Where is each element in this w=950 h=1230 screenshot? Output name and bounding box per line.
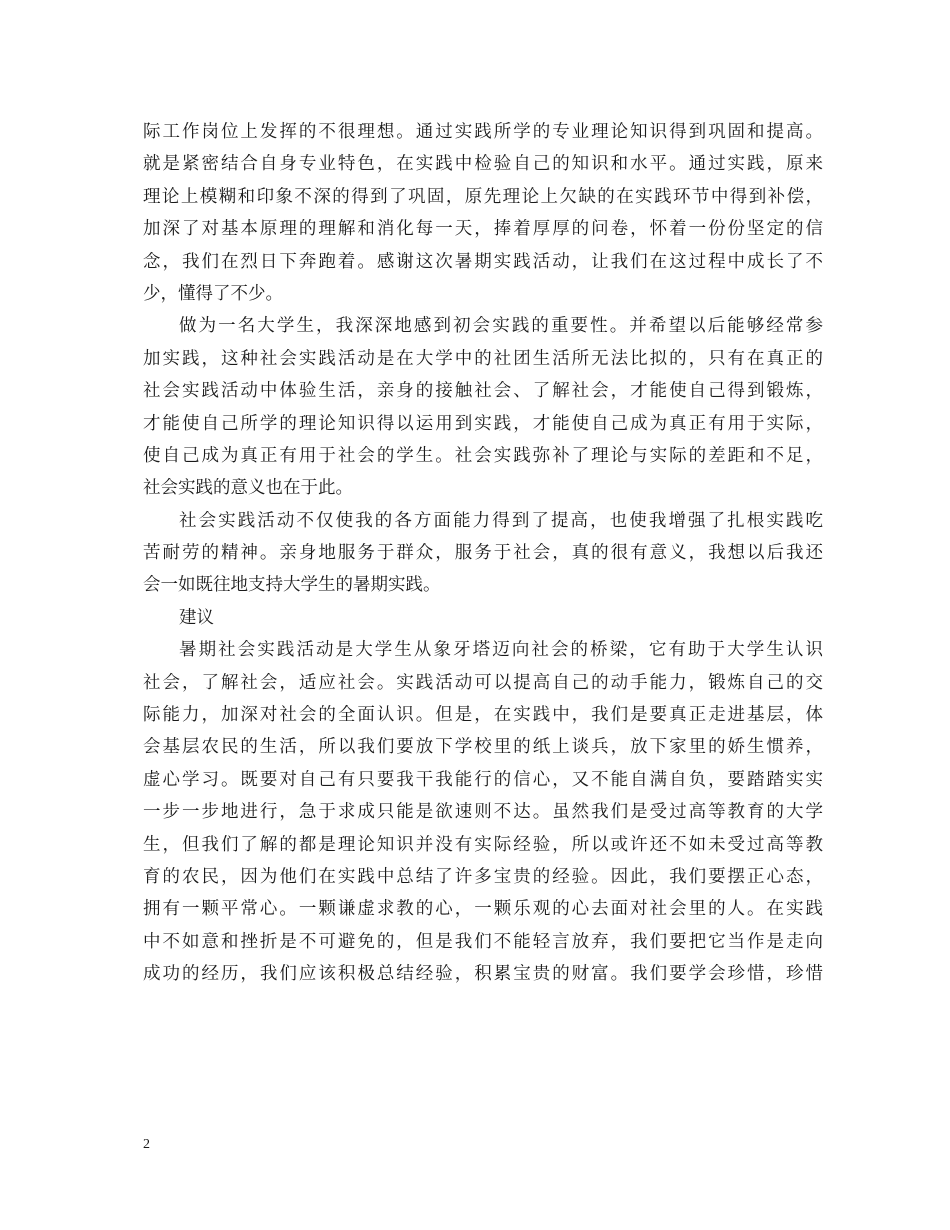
heading-text: 建议 [179, 607, 214, 628]
page-body [143, 116, 823, 991]
text-line: 一步一步地进行，急于求成只能是欲速则不达。虽然我们是受过高等教育的大学 [143, 802, 823, 823]
text-line: 育的农民，因为他们在实践中总结了许多宝贵的经验。因此，我们要摆正心态， [143, 866, 823, 887]
text-line: 念，我们在烈日下奔跑着。感谢这次暑期实践活动，让我们在这过程中成长了不 [143, 251, 823, 272]
text-line: 理论上模糊和印象不深的得到了巩固，原先理论上欠缺的在实践环节中得到补偿， [143, 186, 823, 207]
text-line: 做为一名大学生，我深深地感到初会实践的重要性。并希望以后能够经常参 [179, 316, 823, 337]
text-line: 苦耐劳的精神。亲身地服务于群众，服务于社会，真的很有意义，我想以后我还 [143, 543, 823, 564]
text-line: 社会实践的意义也在于此。 [143, 478, 353, 499]
text-line: 际工作岗位上发挥的不很理想。通过实践所学的专业理论知识得到巩固和提高。 [143, 122, 823, 142]
text-line: 生，但我们了解的都是理论知识并没有实际经验，所以或许还不如未受过高等教 [143, 834, 823, 855]
paragraph-4 [143, 634, 823, 990]
text-line: 成功的经历，我们应该积极总结经验，积累宝贵的财富。我们要学会珍惜，珍惜 [143, 964, 823, 985]
text-line: 就是紧密结合自身专业特色，在实践中检验自己的知识和水平。通过实践，原来 [143, 154, 823, 175]
text-line: 使自己成为真正有用于社会的学生。社会实践弥补了理论与实际的差距和不足， [143, 445, 823, 466]
text-line: 会一如既往地支持大学生的暑期实践。 [143, 575, 441, 596]
text-line: 虚心学习。既要对自己有只要我干我能行的信心，又不能自满自负，要踏踏实实 [143, 769, 823, 790]
page-number: 2 [143, 1137, 150, 1152]
text-line: 中不如意和挫折是不可避免的，但是我们不能轻言放弃，我们要把它当作是走向 [143, 931, 823, 952]
text-line: 加深了对基本原理的理解和消化每一天，捧着厚厚的问卷，怀着一份份坚定的信 [143, 219, 823, 240]
paragraph-1 [143, 116, 823, 310]
text-line: 社会，了解社会，适应社会。实践活动可以提高自己的动手能力，锻炼自己的交 [143, 672, 823, 693]
text-line: 才能使自己所学的理论知识得以运用到实践，才能使自己成为真正有用于实际， [143, 413, 823, 434]
paragraph-2 [143, 310, 823, 504]
text-line: 社会实践活动中体验生活，亲身的接触社会、了解社会，才能使自己得到锻炼， [143, 381, 823, 402]
text-line: 拥有一颗平常心。一颗谦虚求教的心，一颗乐观的心去面对社会里的人。在实践 [143, 899, 823, 920]
text-line: 暑期社会实践活动是大学生从象牙塔迈向社会的桥梁，它有助于大学生认识 [179, 640, 823, 661]
text-line: 际能力，加深对社会的全面认识。但是，在实践中，我们是要真正走进基层，体 [143, 705, 823, 726]
section-heading [143, 602, 823, 634]
text-line: 会基层农民的生活，所以我们要放下学校里的纸上谈兵，放下家里的娇生惯养， [143, 737, 823, 758]
text-line: 加实践，这种社会实践活动是在大学中的社团生活所无法比拟的，只有在真正的 [143, 348, 823, 369]
text-line: 少，懂得了不少。 [143, 283, 283, 304]
text-line: 社会实践活动不仅使我的各方面能力得到了提高，也使我增强了扎根实践吃 [179, 510, 823, 531]
paragraph-3 [143, 505, 823, 602]
